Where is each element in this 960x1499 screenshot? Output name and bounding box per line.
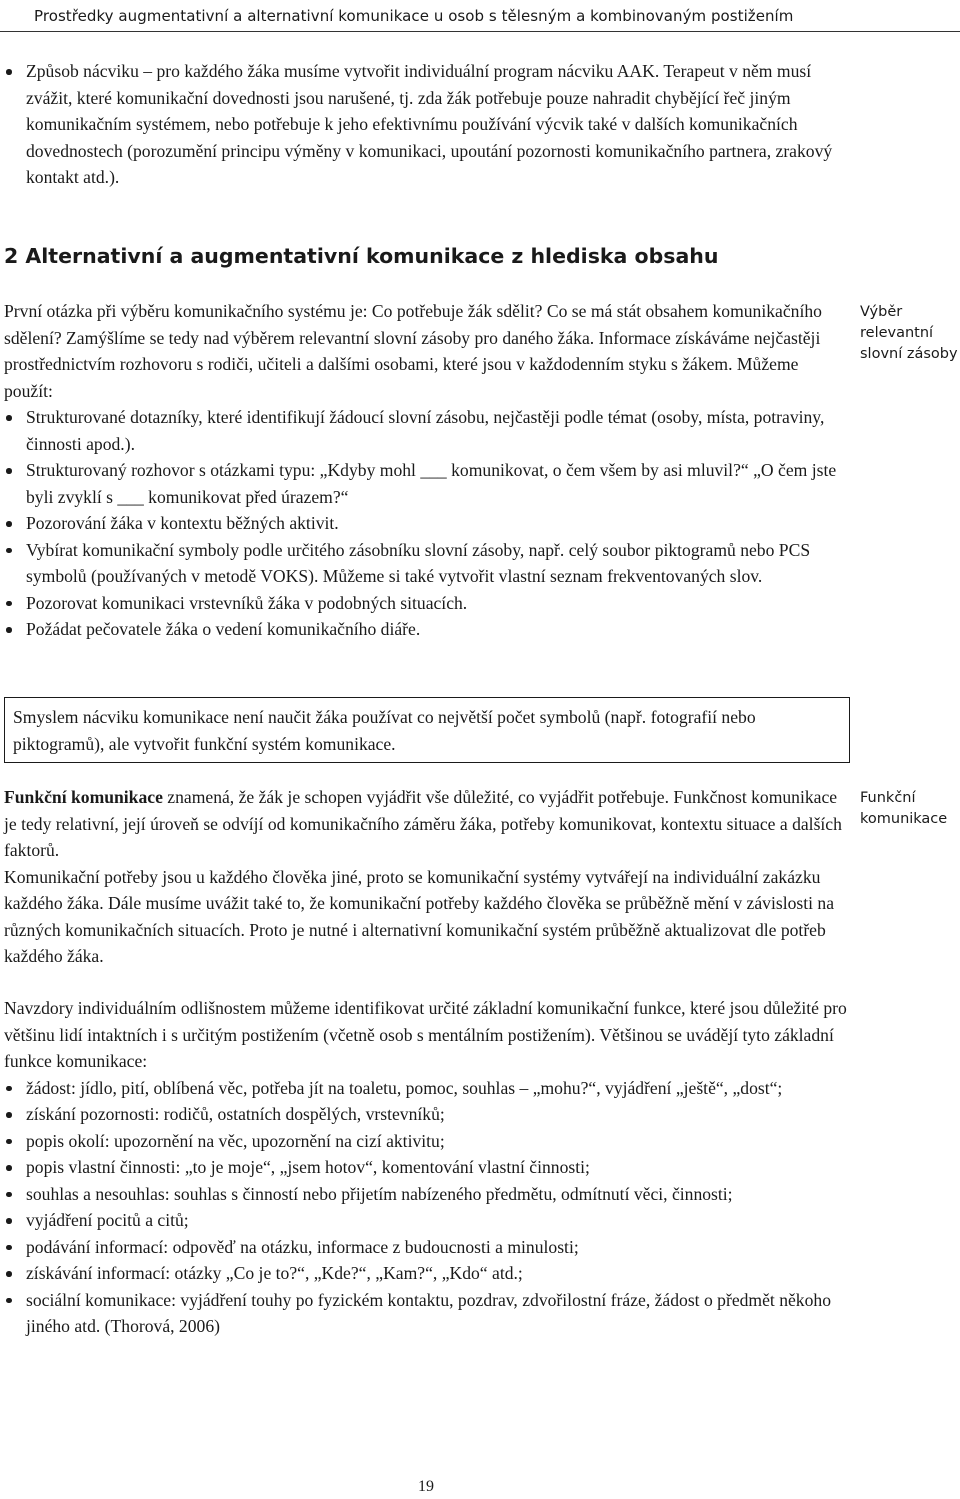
highlight-box: Smyslem nácviku komunikace není naučit žáka používat co největší počet symbolů (např. fotografií nebo piktogramů), ale vytvořit funkční systém komunikace. — [4, 697, 850, 763]
paragraph-text: znamená, že žák je schopen vyjádřit vše důležité, co vyjádřit potřebuje. Funkčnost komunikace je tedy relativní, její úroveň se odvíjí od komunikačního záměru žáka, potřeby komunikovat, kontextu situace a dalších faktorů. — [4, 787, 842, 860]
margin-note: Funkční komunikace — [860, 790, 948, 827]
list-item: Strukturovaný rozhovor s otázkami typu: „Kdyby mohl ___ komunikovat, o čem všem by asi mluvil?“ „O čem jste byli zvyklí s ___ komunikovat před úrazem?“ — [4, 457, 850, 510]
functional-section — [4, 784, 850, 970]
vocabulary-section — [4, 298, 850, 643]
intro-bullet-list — [4, 58, 850, 191]
method-list — [4, 404, 850, 643]
margin-note: Výběr relevantní slovní zásoby — [860, 304, 958, 362]
page-number: 19 — [418, 1478, 434, 1495]
list-item: Požádat pečovatele žáka o vedení komunikačního diáře. — [4, 616, 850, 643]
running-header: Prostředky augmentativní a alternativní komunikace u osob s tělesným a kombinovaným postižením — [0, 0, 960, 32]
paragraph: Komunikační potřeby jsou u každého člověka jiné, proto se komunikační systémy vytvářejí na individuální zakázku každého žáka. Dále musíme uvážit také to, že komunikační potřeby každého člověka se průběžně mění v závislosti na různých komunikačních situacích. Proto je nutné i alternativní komunikační systém průběžně aktualizovat dle potřeb každého žáka. — [4, 866, 835, 966]
intro-section — [4, 58, 850, 191]
paragraph: Navzdory individuálním odlišnostem můžeme identifikovat určité základní komunikační funkce, které jsou důležité pro většinu lidí intaktních i s určitým postižením (včetně osob s mentálním postižením). Většinou se uvádějí tyto základní funkce komunikace: — [4, 998, 847, 1071]
list-item: Strukturované dotazníky, které identifikují žádoucí slovní zásobu, nejčastěji podle témat (osoby, místa, potraviny, činnosti apod.). — [4, 404, 850, 457]
list-item: získávání informací: otázky „Co je to?“, „Kde?“, „Kam?“, „Kdo“ atd.; — [4, 1260, 850, 1287]
section-heading: 2 Alternativní a augmentativní komunikace z hlediska obsahu — [4, 244, 719, 268]
list-item: popis vlastní činnosti: „to je moje“, „jsem hotov“, komentování vlastní činnosti; — [4, 1154, 850, 1181]
list-item: vyjádření pocitů a citů; — [4, 1207, 850, 1234]
list-item: Vybírat komunikační symboly podle určitého zásobníku slovní zásoby, např. celý soubor piktogramů nebo PCS symbolů (používaných v metodě VOKS). Můžeme si také vytvořit vlastní seznam frekventovaných slov. — [4, 537, 850, 590]
list-item: podávání informací: odpověď na otázku, informace z budoucnosti a minulosti; — [4, 1234, 850, 1261]
functions-list — [4, 1075, 850, 1340]
functions-section — [4, 995, 850, 1340]
list-item: sociální komunikace: vyjádření touhy po fyzickém kontaktu, pozdrav, zdvořilostní fráze, žádost o předmět někoho jiného atd. (Thorová, 2006) — [4, 1287, 850, 1340]
list-item: Pozorovat komunikaci vrstevníků žáka v podobných situacích. — [4, 590, 850, 617]
paragraph — [4, 784, 850, 864]
list-item: získání pozornosti: rodičů, ostatních dospělých, vrstevníků; — [4, 1101, 850, 1128]
list-item: popis okolí: upozornění na věc, upozornění na cizí aktivitu; — [4, 1128, 850, 1155]
term: Funkční komunikace — [4, 787, 163, 807]
list-item: souhlas a nesouhlas: souhlas s činností nebo přijetím nabízeného předmětu, odmítnutí věci, činnosti; — [4, 1181, 850, 1208]
paragraph: První otázka při výběru komunikačního systému je: Co potřebuje žák sdělit? Co se má stát obsahem komunikačního sdělení? Zamýšlíme se tedy nad výběrem relevantní slovní zásoby pro daného žáka. Informace získáváme nejčastěji prostřednictvím rozhovoru s rodiči, učiteli a dalšími osobami, které jsou v každodenním styku s žákem. Můžeme použít: — [4, 301, 822, 401]
list-item: Pozorování žáka v kontextu běžných aktivit. — [4, 510, 850, 537]
list-item: žádost: jídlo, pití, oblíbená věc, potřeba jít na toaletu, pomoc, souhlas – „mohu?“, vyjádření „ještě“, „dost“; — [4, 1075, 850, 1102]
list-item: Způsob nácviku – pro každého žáka musíme vytvořit individuální program nácviku AAK. Terapeut v něm musí zvážit, které komunikační dovednosti jsou narušené, tj. zda žák potřebuje pouze nahradit chybějící řeč jiným komunikačním systémem, nebo potřebuje k jeho efektivnímu používání výcvik také v dalších komunikačních dovednostech (porozumění principu výměny v komunikaci, upoutání pozornosti komunikačního partnera, zrakový kontakt atd.). — [4, 58, 850, 191]
